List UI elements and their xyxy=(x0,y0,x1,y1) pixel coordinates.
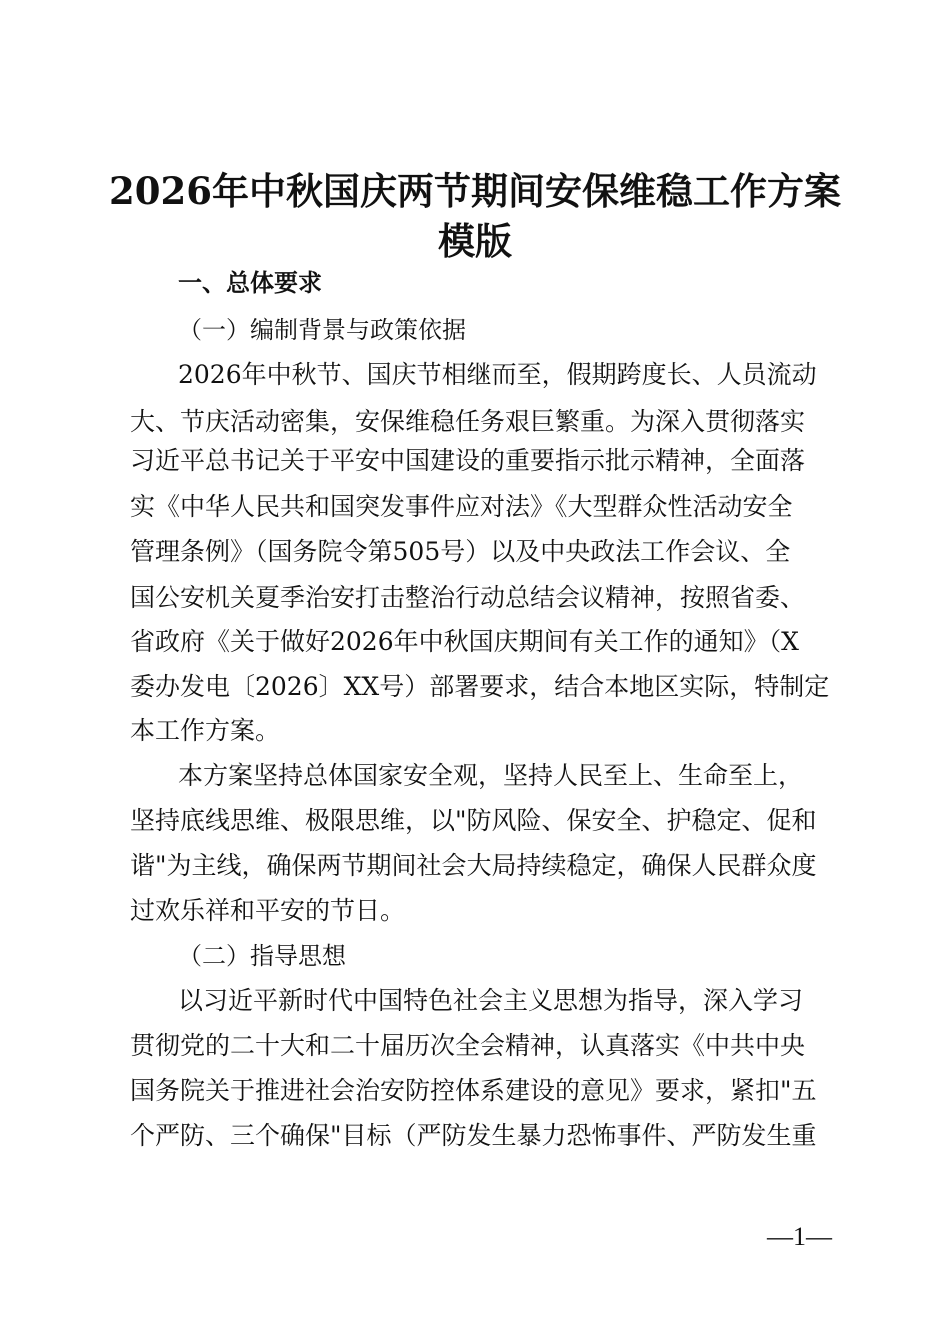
paragraph-1-line: 国公安机关夏季治安打击整治行动总结会议精神，按照省委、 xyxy=(130,583,806,612)
paragraph-1-line: 习近平总书记关于平安中国建设的重要指示批示精神，全面落 xyxy=(130,446,806,475)
paragraph-1-line: 2026年中秋节、国庆节相继而至，假期跨度长、人员流动 xyxy=(178,360,817,389)
document-title xyxy=(100,166,850,266)
paragraph-3-line: 以习近平新时代中国特色社会主义思想为指导，深入学习 xyxy=(178,986,804,1015)
paragraph-2-line: 过欢乐祥和平安的节日。 xyxy=(130,896,406,925)
paragraph-1-line: 实《中华人民共和国突发事件应对法》《大型群众性活动安全 xyxy=(130,492,793,521)
paragraph-1-line: 省政府《关于做好2026年中秋国庆期间有关工作的通知》（X xyxy=(130,627,799,656)
paragraph-3-line: 贯彻党的二十大和二十届历次全会精神，认真落实《中共中央 xyxy=(130,1031,806,1060)
title-line-2: 模版 xyxy=(438,219,512,263)
paragraph-2-line: 坚持底线思维、极限思维，以"防风险、保安全、护稳定、促和 xyxy=(130,806,817,835)
paragraph-1-line: 大、节庆活动密集，安保维稳任务艰巨繁重。为深入贯彻落实 xyxy=(130,407,806,436)
paragraph-2-line: 谐"为主线，确保两节期间社会大局持续稳定，确保人民群众度 xyxy=(130,851,817,880)
paragraph-1-line: 委办发电〔2026〕XX号）部署要求，结合本地区实际，特制定 xyxy=(130,672,830,701)
paragraph-1-line: 本工作方案。 xyxy=(130,716,281,745)
subsection-heading-1: （一）编制背景与政策依据 xyxy=(178,316,466,344)
page-number: —1— xyxy=(767,1222,832,1251)
paragraph-2-line: 本方案坚持总体国家安全观，坚持人民至上、生命至上， xyxy=(178,761,804,790)
section-heading: 一、总体要求 xyxy=(178,269,322,297)
subsection-heading-2: （二）指导思想 xyxy=(178,942,346,970)
paragraph-3-line: 国务院关于推进社会治安防控体系建设的意见》要求，紧扣"五 xyxy=(130,1076,817,1105)
paragraph-3-line: 个严防、三个确保"目标（严防发生暴力恐怖事件、严防发生重 xyxy=(130,1121,817,1150)
paragraph-1-line: 管理条例》（国务院令第505号）以及中央政法工作会议、全 xyxy=(130,537,791,566)
title-line-1: 2026年中秋国庆两节期间安保维稳工作方案 xyxy=(109,169,841,213)
